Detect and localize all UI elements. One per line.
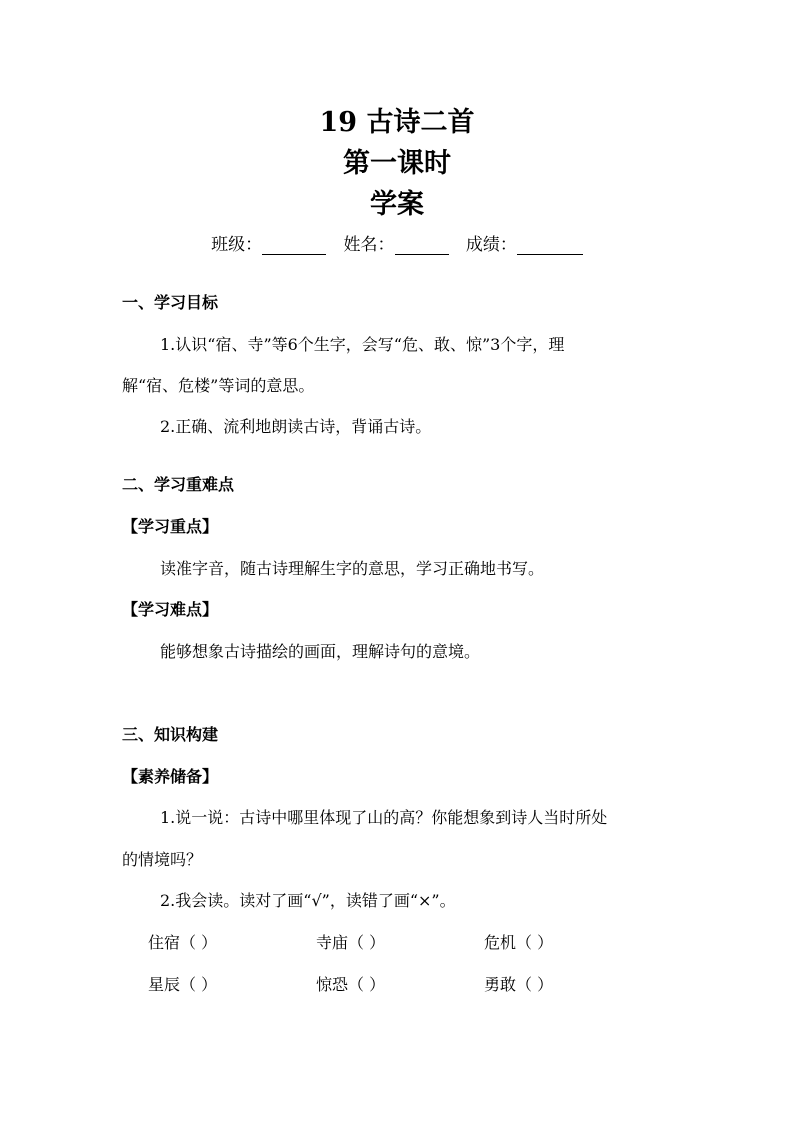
difficulty-text: 能够想象古诗描绘的画面，理解诗句的意境。 [160,642,481,661]
goal-item-2: 2.正确、流利地朗读古诗，背诵古诗。 [160,417,432,436]
word-item[interactable]: 危机（ ） [484,933,554,952]
key-point-label: 【学习重点】 [122,517,219,536]
key-point-text: 读准字音，随古诗理解生字的意思，学习正确地书写。 [160,559,545,578]
score-label: 成绩： [465,235,517,255]
question-1-line1: 1.说一说：古诗中哪里体现了山的高？你能想象到诗人当时所处 [160,808,608,827]
class-blank[interactable] [262,236,326,255]
word-item[interactable]: 惊恐（ ） [316,975,386,994]
class-label: 班级： [211,235,263,255]
section-heading-keypoints: 二、学习重难点 [122,475,235,494]
difficulty-label: 【学习难点】 [122,600,219,619]
section-heading-goals: 一、学习目标 [122,293,219,312]
question-2: 2.我会读。读对了画“√”，读错了画“×”。 [160,891,456,910]
doc-type-title: 学案 [370,189,424,220]
score-blank[interactable] [517,236,583,255]
word-item[interactable]: 星辰（ ） [148,975,218,994]
word-item[interactable]: 勇敢（ ） [484,975,554,994]
prep-label: 【素养储备】 [122,767,219,786]
goal-item-1-line1: 1.认识“宿、寺”等6个生字，会写“危、敢、惊”3个字，理 [160,335,565,354]
question-1-line2: 的情境吗？ [122,850,203,869]
lesson-title: 第一课时 [343,148,451,179]
name-label: 姓名： [343,235,395,255]
word-item[interactable]: 寺庙（ ） [316,933,386,952]
student-info-row [0,230,794,255]
name-blank[interactable] [395,236,449,255]
page-title: 19 古诗二首 [319,107,475,138]
word-item[interactable]: 住宿（ ） [148,933,218,952]
section-heading-knowledge: 三、知识构建 [122,725,219,744]
goal-item-1-line2: 解“宿、危楼”等词的意思。 [122,376,315,395]
